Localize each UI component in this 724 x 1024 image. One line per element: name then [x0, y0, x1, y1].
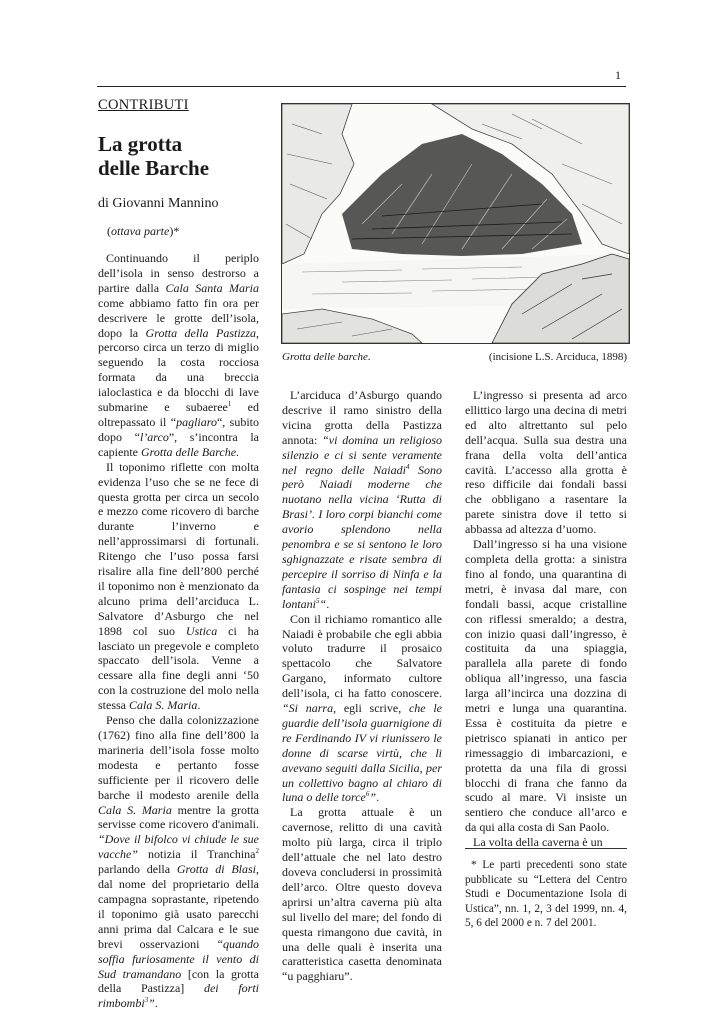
body-text-col3	[465, 388, 627, 850]
title-line-2: delle Barche	[98, 156, 210, 180]
part-note-text: (ottava parte)*	[107, 224, 180, 238]
part-note	[98, 224, 259, 239]
engraving-illustration	[281, 103, 630, 344]
figure-credit: (incisione L.S. Arciduca, 1898)	[488, 351, 627, 363]
paragraph: Il toponimo riflette con molta evidenza l’uso che se ne fece di questa grotta per circa un secolo e mezzo come ricovero di barche durante l’inverno e nell’approssimarsi di fortunali. Ritengo che l’uso possa farsi risalire alla fine dell’800 perché il toponimo non è menzionato da alcuno prima dell’arciduca L. Salvatore d’Asburgo che nel 1898 col suo Ustica ci ha lasciato un pregevole e completo spaccato dell’isola. Venne a cessare alla fine degli anni ‘50 con la costruzione del molo nella stessa Cala S. Maria.	[98, 459, 259, 713]
body-text-col1	[98, 251, 259, 1011]
page-number: 1	[615, 68, 621, 82]
paragraph: Con il richiamo romantico alle Naiadi è probabile che egli abbia voluto tradurre il prosaico spettacolo che Salvatore Gargano, informato cultore dell’isola, ci ha fatto conoscere. “Si narra, egli scrive, che le guardie dell’isola guarnigione di re Ferdinando IV vi riunissero le donne di scarse virtù, che li avevano seguiti dalla Sicilia, per un collettivo bagno al chiaro di luna o delle torce$^6$”.	[282, 611, 442, 805]
paragraph: Dall’ingresso si ha una visione completa della grotta: a sinistra fino al fondo, una quarantina di metri, è invasa dal mare, con fondali bassi, acque cristalline con riflessi smeraldo; a destra, con inizio quasi dall’ingresso, è costituita da una spiaggia, parallela alla parete di fondo obliqua all’ingresso, una fascia larga all’incirca una dozzina di metri e lunga una quarantina. Essa è costituita da pietre e pietrisco spianati in antico per rimessaggio di imbarcazioni, e protetta da una fila di grossi blocchi di frana che fanno da scudo al mare. Vi insiste un sentiero che conduce all’arco e da qui alla costa di San Paolo.	[465, 537, 627, 835]
column-2	[282, 388, 442, 984]
body-text-col2	[282, 388, 442, 984]
article-title	[98, 132, 259, 180]
paragraph: La grotta attuale è un cavernose, relitto di una cavità molto più larga, circa il triplo dell’attuale che nel lato destro doveva concludersi in prossimità dell’arco. Oltre questo doveva aprirsi un’altra caverna più alta sul livello del mare; del fondo di questa rimangono due cavità, in una delle quali è inserita una caratteristica casetta denominata “u pagghiaru”.	[282, 805, 442, 984]
author-line: di Giovanni Mannino	[98, 196, 219, 211]
engraving-drawing	[282, 104, 629, 343]
column-3	[465, 388, 627, 850]
paragraph: L’ingresso si presenta ad arco ellittico largo una decina di metri ed alto altrettanto sul pelo dell’acqua. Sulla sua destra una frana della volta dell’antica cavità. L’accesso alla grotta è reso difficile dai fondali bassi che obbligano a rasentare la parete sinistra dove il tetto si abbassa ad altezza d’uomo.	[465, 388, 627, 537]
paragraph: Continuando il periplo dell’isola in senso destrorso a partire dalla Cala Santa Maria come abbiamo fatto fin ora per descrivere le grotte dell’isola, dopo la Grotta della Pastizza, percorso circa un terzo di miglio seguendo la costa rocciosa formata da una breccia ialoclastica e da blocchi di lave submarine e subaeree$^1$ ed oltrepassato il “pagliaro“, subito dopo “l’arco”, s’incontra la capiente Grotta delle Barche.	[98, 251, 260, 459]
paragraph: L’arciduca d’Asburgo quando descrive il ramo sinistro della vicina grotta della Pastizza annota: “vi domina un religioso silenzio e ci si sente veramente nel regno delle Naiadi$^4$ Sono però Naiadi moderne che nuotano nella vicina ‘Rutta di Brasi’. I loro corpi bianchi come avorio splendono nella penombra e se si sentono le loro sghignazzate e risate sembra di percepire il sorriso di Ninfa e la fantasia ci sospinge nei tempi lontani$^5$“.	[282, 388, 443, 611]
figure-caption: Grotta delle barche.	[282, 351, 371, 363]
paragraph: La volta della caverna è un	[473, 835, 603, 850]
footnote-rule	[465, 848, 627, 849]
section-label: CONTRIBUTI	[98, 97, 189, 113]
footnote	[465, 858, 627, 931]
header-rule	[97, 86, 626, 87]
title-line-1: La grotta	[98, 132, 183, 156]
footnote-text: * Le parti precedenti sono state pubblicate su “Lettera del Centro Studi e Documentazione Isola di Ustica”, nn. 1, 2, 3 del 1999, nn. 4, 5, 6 del 2000 e n. 7 del 2001.	[465, 859, 627, 930]
paragraph: Penso che dalla colonizzazione (1762) fino alla fine dell’800 la marineria dell’isola fosse molto modesta e pertanto fosse sufficiente per il ricovero delle barche il modesto arenile della Cala S. Maria mentre la grotta servisse come ricovero d'animali. “Dove il bifolco vi chiude le sue vacche” notizia il Tranchina$^2$ parlando della Grotta di Blasi, dal nome del proprietario della campagna soprastante, ripetendo il toponimo già usato parecchi anni prima dal Calcara e le sue brevi osservazioni “quando soffia furiosamente il vento di Sud tramandano [con la grotta della Pastizza] dei forti rimbombi$^3$”.	[98, 713, 260, 1011]
column-1	[98, 97, 259, 1011]
